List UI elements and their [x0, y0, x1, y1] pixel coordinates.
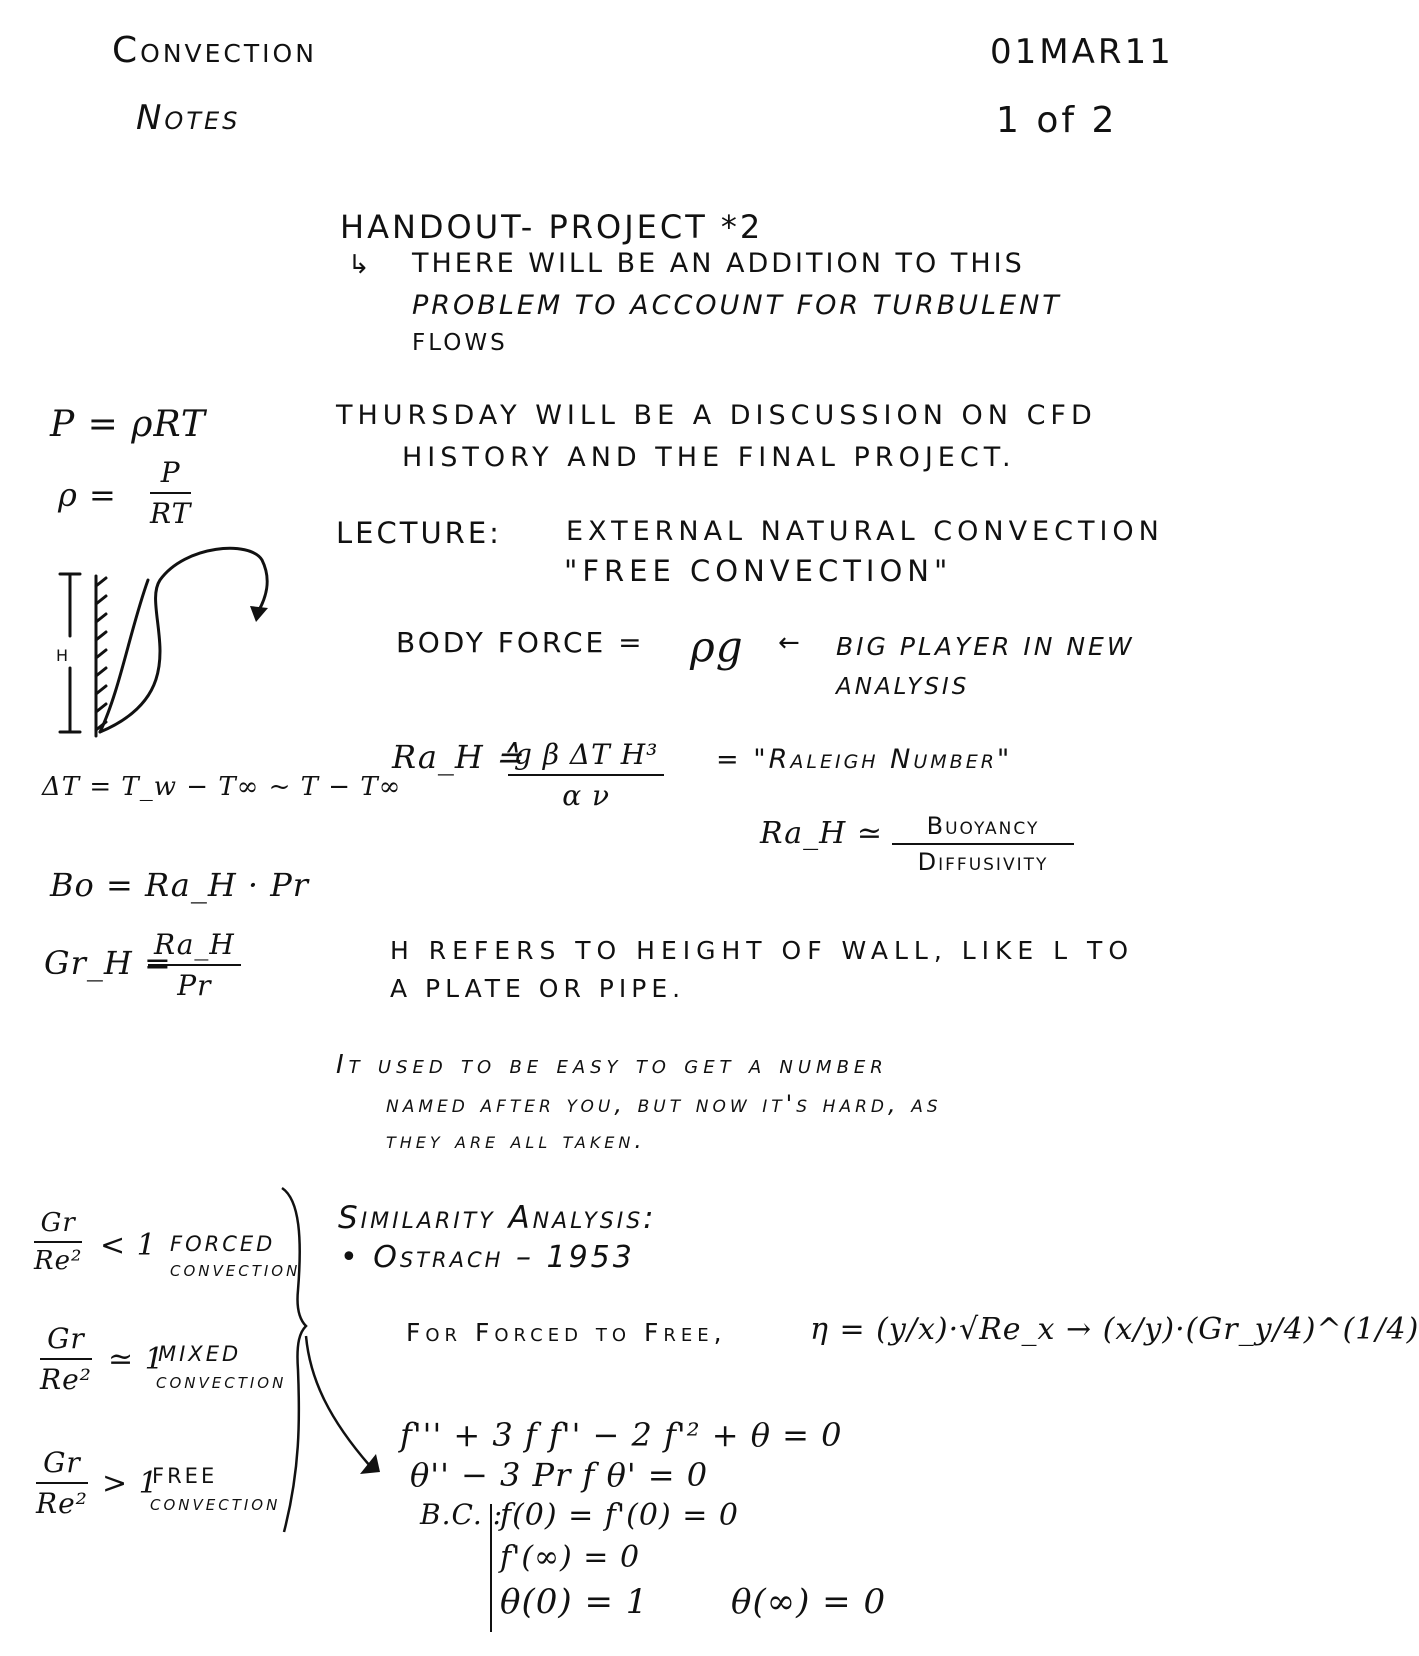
title-line-1: Convection [112, 30, 317, 71]
bc-line-1: f(0) = f'(0) = 0 [500, 1498, 739, 1533]
rayleigh-denominator: α ν [562, 779, 611, 812]
regime-free-denominator: Re² [36, 1487, 88, 1520]
curved-arrow-icon [306, 1336, 370, 1466]
regime-forced-numerator: Gr [34, 1208, 82, 1243]
date: 01MAR11 [990, 32, 1174, 72]
density-numerator: P [150, 456, 191, 494]
body-force-note-1: BIG PLAYER IN NEW [836, 632, 1135, 661]
regime-forced-denominator: Re² [34, 1246, 83, 1276]
regime-free-label-1: FREE [152, 1464, 218, 1488]
curved-arrow-head [250, 606, 268, 622]
bo-relation: Bo = Ra_H · Pr [50, 866, 310, 904]
left-arrow-icon: ← [778, 628, 800, 658]
bc-line-3: θ(0) = 1 θ(∞) = 0 [500, 1582, 887, 1622]
regime-forced-relation: < 1 [100, 1228, 157, 1263]
handout-line-1: THERE WILL BE AN ADDITION TO THIS [412, 248, 1025, 279]
handout-line-3: FLOWS [412, 330, 508, 356]
handout-line-2: PROBLEM TO ACCOUNT FOR TURBULENT [412, 290, 1062, 321]
grashof-lhs: Gr_H = [44, 944, 172, 982]
density-denominator: RT [150, 497, 192, 530]
body-force-expression: ρg [690, 622, 744, 671]
rayleigh-name: = "Raleigh Number" [716, 744, 1013, 775]
bc-line-2: f'(∞) = 0 [500, 1540, 641, 1575]
thursday-line-1: THURSDAY WILL BE A DISCUSSION ON CFD [336, 400, 1097, 431]
similarity-bullet: • Ostrach – 1953 [340, 1240, 635, 1275]
eta-expression: η = (y/x)·√Re_x → (x/y)·(Gr_y/4)^(1/4) [810, 1312, 1419, 1347]
rayleigh-numerator: g β ΔT H³ [508, 738, 664, 776]
lecture-line-1: EXTERNAL NATURAL CONVECTION [566, 516, 1164, 547]
number-note-line-3: they are all taken. [386, 1128, 646, 1154]
title-line-2: Notes [136, 98, 241, 138]
regime-brace-icon [282, 1188, 306, 1532]
regime-free-numerator: Gr [36, 1446, 88, 1484]
regime-free-relation: > 1 [102, 1466, 159, 1501]
forced-to-free-label: For Forced to Free, [406, 1318, 727, 1347]
grashof-numerator: Ra_H [148, 928, 241, 966]
rayleigh-ratio-lhs: Ra_H ≃ [760, 816, 883, 851]
lecture-label: LECTURE: [336, 516, 502, 550]
number-note-line-2: named after you, but now it's hard, as [386, 1090, 942, 1118]
thursday-line-2: HISTORY AND THE FINAL PROJECT. [402, 442, 1016, 473]
boundary-layer-sketch-icon [60, 548, 267, 736]
ideal-gas-law: P = ρRT [50, 404, 206, 445]
body-force-note-2: ANALYSIS [836, 674, 970, 700]
hook-arrow-icon: ↳ [348, 250, 370, 280]
regime-mixed-denominator: Re² [40, 1363, 92, 1396]
handout-heading: HANDOUT- PROJECT *2 [340, 208, 764, 246]
lecture-line-2: "FREE CONVECTION" [564, 554, 953, 588]
similarity-heading: Similarity Analysis: [338, 1200, 657, 1236]
regime-mixed-numerator: Gr [40, 1322, 92, 1360]
number-note-line-1: It used to be easy to get a number [336, 1050, 888, 1080]
bc-label: B.C. : [420, 1498, 504, 1531]
density-lhs: ρ = [58, 476, 117, 514]
buoyancy-text: Buoyancy [892, 812, 1074, 845]
regime-free-label-2: CONVECTION [150, 1496, 281, 1514]
height-note-line-1: H REFERS TO HEIGHT OF WALL, LIKE L TO [390, 936, 1134, 965]
equation-energy: θ'' − 3 Pr f θ' = 0 [410, 1456, 709, 1494]
grashof-denominator: Pr [177, 969, 212, 1002]
page-number: 1 of 2 [996, 100, 1118, 141]
regime-mixed-relation: ≃ 1 [108, 1342, 165, 1377]
equation-momentum: f''' + 3 f f'' − 2 f'² + θ = 0 [400, 1416, 843, 1454]
regime-forced-label-2: CONVECTION [170, 1262, 301, 1280]
rayleigh-lhs: Ra_H ≙ [392, 738, 523, 776]
diffusivity-text: Diffusivity [917, 848, 1049, 876]
height-note-line-2: A PLATE OR PIPE. [390, 974, 686, 1003]
regime-mixed-label-1: MIXED [158, 1342, 242, 1366]
regime-forced-label-1: FORCED [170, 1232, 276, 1256]
regime-mixed-label-2: CONVECTION [156, 1374, 287, 1392]
delta-t-relation: ΔT = T_w − T∞ ~ T − T∞ [42, 772, 402, 802]
wall-height-label: H [56, 646, 69, 665]
body-force-label: BODY FORCE = [396, 626, 645, 659]
